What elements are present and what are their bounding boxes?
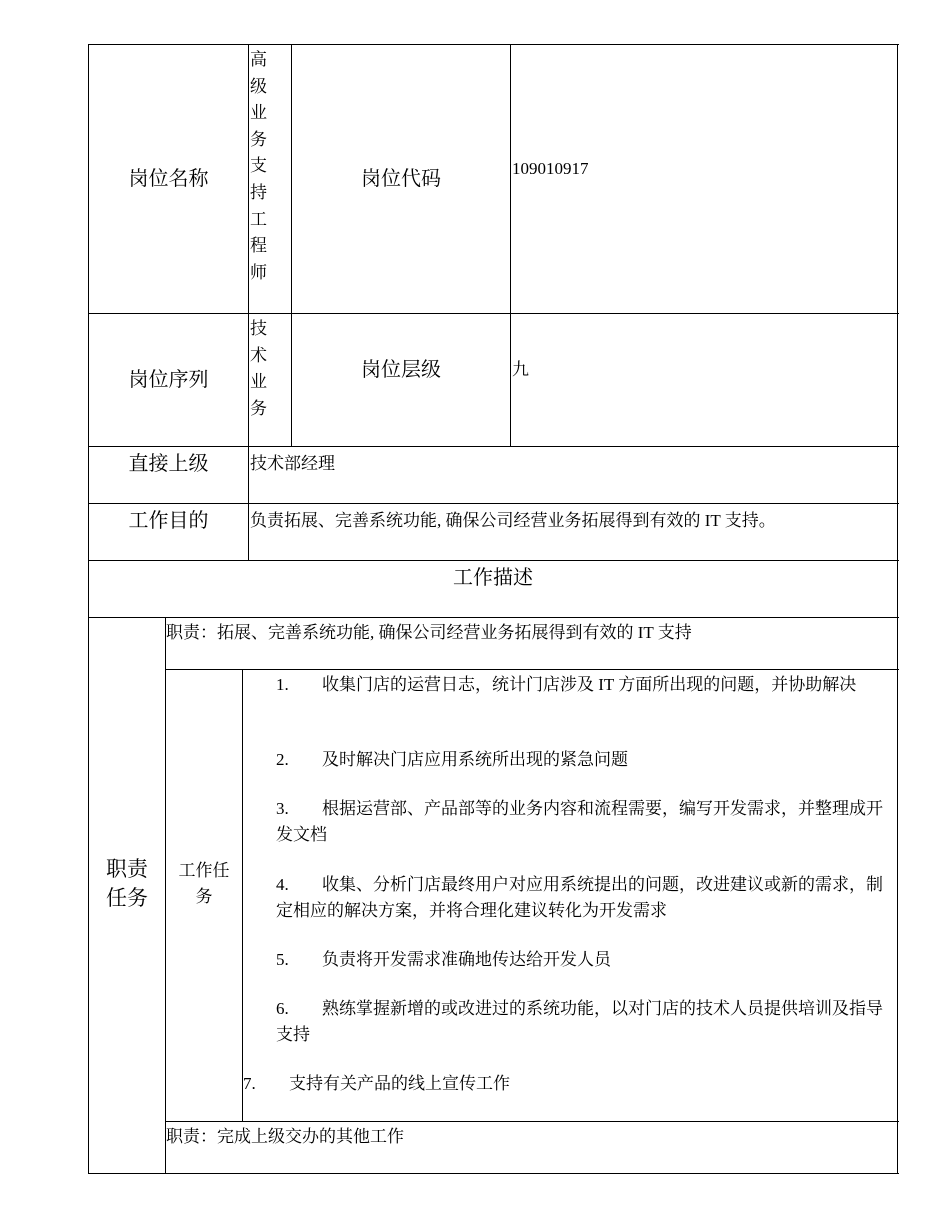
- row-divider: [88, 446, 899, 447]
- task-text: 收集、分析门店最终用户对应用系统提出的问题，改进建议或新的需求，制定相应的解决方案，并将合理化建议转化为开发需求: [276, 875, 883, 920]
- position-series-label: 岗位序列: [128, 369, 209, 391]
- position-level-label: 岗位层级: [361, 359, 441, 381]
- tasks-label-line1: 工作任: [178, 861, 230, 880]
- position-name-label: 岗位名称: [128, 168, 209, 190]
- task-number: 5.: [276, 950, 289, 969]
- task-text: 熟练掌握新增的或改进过的系统功能，以对门店的技术人员提供培训及指导支持: [276, 999, 883, 1044]
- col-divider: [510, 44, 511, 446]
- duty-1: 职责：拓展、完善系统功能, 确保公司经营业务拓展得到有效的 IT 支持: [166, 623, 692, 642]
- position-code-label: 岗位代码: [361, 168, 441, 190]
- row-divider: [165, 1121, 899, 1122]
- task-text: 收集门店的运营日志，统计门店涉及 IT 方面所出现的问题，并协助解决: [322, 675, 857, 694]
- table-border-bottom: [88, 1173, 899, 1174]
- supervisor-label: 直接上级: [128, 453, 209, 475]
- row-divider: [88, 560, 899, 561]
- row-divider: [88, 503, 899, 504]
- duties-tasks-label: [89, 855, 165, 913]
- work-tasks-label: [166, 858, 242, 910]
- duty-2: 职责：完成上级交办的其他工作: [166, 1127, 404, 1146]
- position-series-value: 技术业务: [250, 319, 267, 418]
- duties-label-line1: 职责: [106, 857, 148, 881]
- task-text: 及时解决门店应用系统所出现的紧急问题: [322, 750, 628, 769]
- position-name-value: 高级业务支持工程师: [250, 50, 267, 282]
- position-code-value: 109010917: [512, 159, 589, 178]
- task-number: 2.: [276, 750, 289, 769]
- task-number: 6.: [276, 999, 289, 1018]
- col-divider: [242, 669, 243, 1121]
- supervisor-value: 技术部经理: [250, 454, 335, 473]
- task-item: [276, 872, 888, 924]
- duties-label-line2: 任务: [106, 886, 148, 910]
- task-item: [276, 947, 888, 973]
- task-text: 支持有关产品的线上宣传工作: [289, 1074, 510, 1093]
- row-divider: [88, 617, 899, 618]
- task-number: 1.: [276, 675, 289, 694]
- task-item: [276, 796, 888, 848]
- tasks-label-line2: 务: [195, 887, 213, 906]
- task-item: [276, 747, 888, 773]
- task-number: 3.: [276, 799, 289, 818]
- task-item: [276, 672, 888, 698]
- row-divider: [165, 669, 899, 670]
- task-item: [243, 1071, 883, 1097]
- work-description-header: 工作描述: [453, 567, 533, 589]
- col-divider: [248, 44, 249, 560]
- purpose-label: 工作目的: [128, 510, 209, 532]
- task-number: 7.: [243, 1074, 256, 1093]
- task-item: [276, 996, 888, 1048]
- task-text: 负责将开发需求准确地传达给开发人员: [322, 950, 611, 969]
- position-level-value: 九: [512, 360, 529, 379]
- task-text: 根据运营部、产品部等的业务内容和流程需要，编写开发需求，并整理成开发文档: [276, 799, 883, 844]
- task-number: 4.: [276, 875, 289, 894]
- purpose-value: 负责拓展、完善系统功能, 确保公司经营业务拓展得到有效的 IT 支持。: [250, 511, 776, 530]
- table-border-right: [897, 44, 898, 1174]
